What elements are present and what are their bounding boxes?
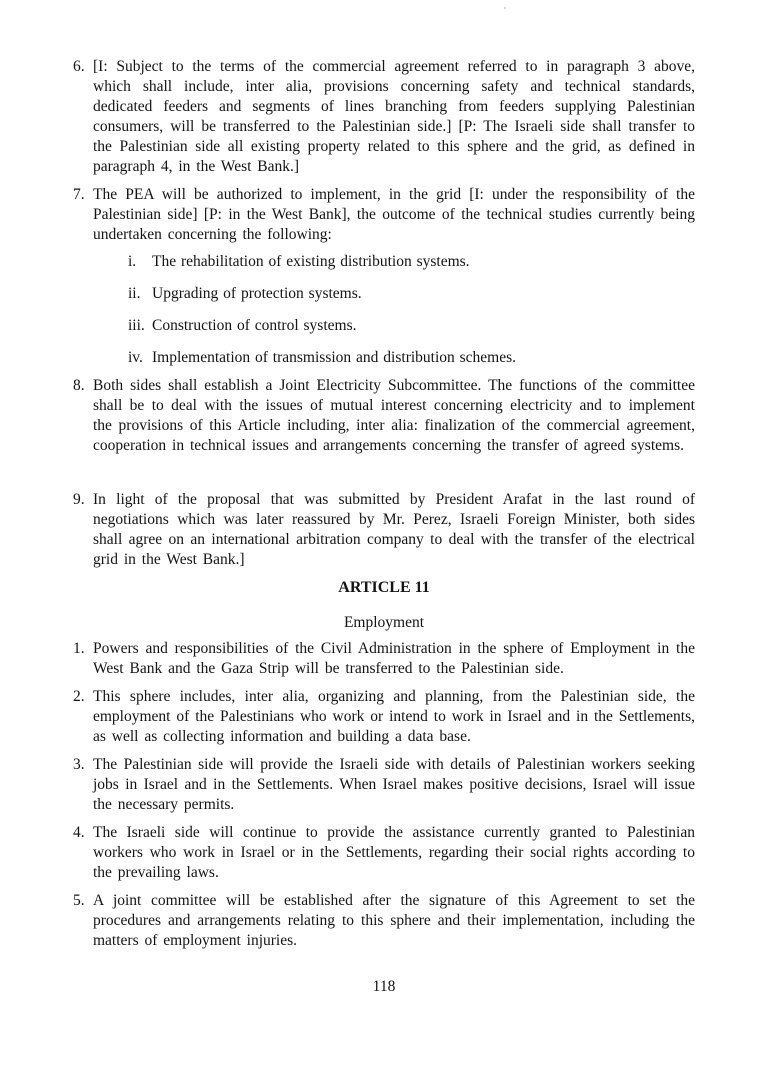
sub-list-item-ii (128, 284, 695, 304)
item-number: 5. (73, 892, 85, 909)
item-text: In light of the proposal that was submitted by President Arafat in the last round of negotiations which was later reassured by Mr. Perez, Israeli Foreign Minister, both sides shall agree on an international arbitration company to deal with the transfer of the electrical grid in the West Bank.] (93, 491, 695, 568)
item-text: Both sides shall establish a Joint Electricity Subcommittee. The functions of the committee shall be to deal with the issues of mutual interest concerning electricity and to implement the provisions of this Article including, inter alia: finalization of the commercial agreement, cooperation in technical issues and arrangements concerning the transfer of agreed systems. (93, 377, 695, 454)
item-number: 2. (73, 688, 85, 705)
sub-item-text: The rehabilitation of existing distribution systems. (152, 253, 470, 270)
sub-item-number: ii. (128, 285, 141, 302)
list-item-5 (73, 891, 695, 951)
item-number: 4. (73, 824, 85, 841)
list-item-4 (73, 823, 695, 883)
item-number: 9. (73, 491, 85, 508)
item-number: 3. (73, 756, 85, 773)
scan-artifact-dot (504, 7, 506, 9)
sub-list-item-i (128, 252, 695, 272)
item-text: The Israeli side will continue to provide the assistance currently granted to Palestinian workers who work in Israel or in the Settlements, regarding their social rights according to the prevailing laws. (93, 824, 695, 881)
item-text: This sphere includes, inter alia, organizing and planning, from the Palestinian side, the employment of the Palestinians who work or intend to work in Israel and in the Settlements, as well as collecting information and building a data base. (93, 688, 695, 745)
list-item-7 (73, 185, 695, 368)
page-number: 118 (372, 978, 396, 995)
sub-item-number: iii. (128, 317, 145, 334)
page-footer (73, 977, 695, 997)
article-subtitle: Employment (343, 614, 425, 631)
sub-item-text: Implementation of transmission and distribution schemes. (152, 349, 517, 366)
sub-list-item-iii (128, 316, 695, 336)
list-item-8 (73, 376, 695, 456)
sub-list-item-iv (128, 348, 695, 368)
item-number: 1. (73, 640, 85, 657)
list-item-2 (73, 687, 695, 747)
item-text (93, 185, 695, 368)
item-number: 7. (73, 186, 85, 203)
sub-item-number: i. (128, 253, 137, 270)
item-text: [I: Subject to the terms of the commercial agreement referred to in paragraph 3 above, which shall include, inter alia, provisions concerning safety and technical standards, dedicated feeders and segments of lines branching from feeders supplying Palestinian consumers, will be transferred to the Palestinian side.] [P: The Israeli side shall transfer to the Palestinian side all existing property related to this sphere and the grid, as defined in paragraph 4, in the West Bank.] (93, 58, 695, 175)
sub-item-text: Construction of control systems. (152, 317, 357, 334)
sub-list (128, 252, 695, 368)
sub-item-text: Upgrading of protection systems. (152, 285, 362, 302)
item-text: A joint committee will be established after the signature of this Agreement to set the procedures and arrangements relating to this sphere and their implementation, including the matters of employment injuries. (93, 892, 695, 949)
list-item-6 (73, 57, 695, 177)
item-text: Powers and responsibilities of the Civil Administration in the sphere of Employment in the West Bank and the Gaza Strip will be transferred to the Palestinian side. (93, 640, 695, 677)
article-heading: ARTICLE 11 (338, 579, 430, 596)
item-text: The Palestinian side will provide the Israeli side with details of Palestinian workers seeking jobs in Israel and in the Settlements. When Israel makes positive decisions, Israel will issue the necessary permits. (93, 756, 695, 813)
list-item-3 (73, 755, 695, 815)
item-number: 8. (73, 377, 85, 394)
sub-item-number: iv. (128, 349, 143, 366)
item-paragraph: The PEA will be authorized to implement, in the grid [I: under the responsibility of the Palestinian side] [P: in the West Bank], the outcome of the technical studies currently being undertaken concerning the following: (93, 186, 695, 243)
item-number: 6. (73, 58, 85, 75)
list-item-1 (73, 639, 695, 679)
list-item-9 (73, 490, 695, 570)
